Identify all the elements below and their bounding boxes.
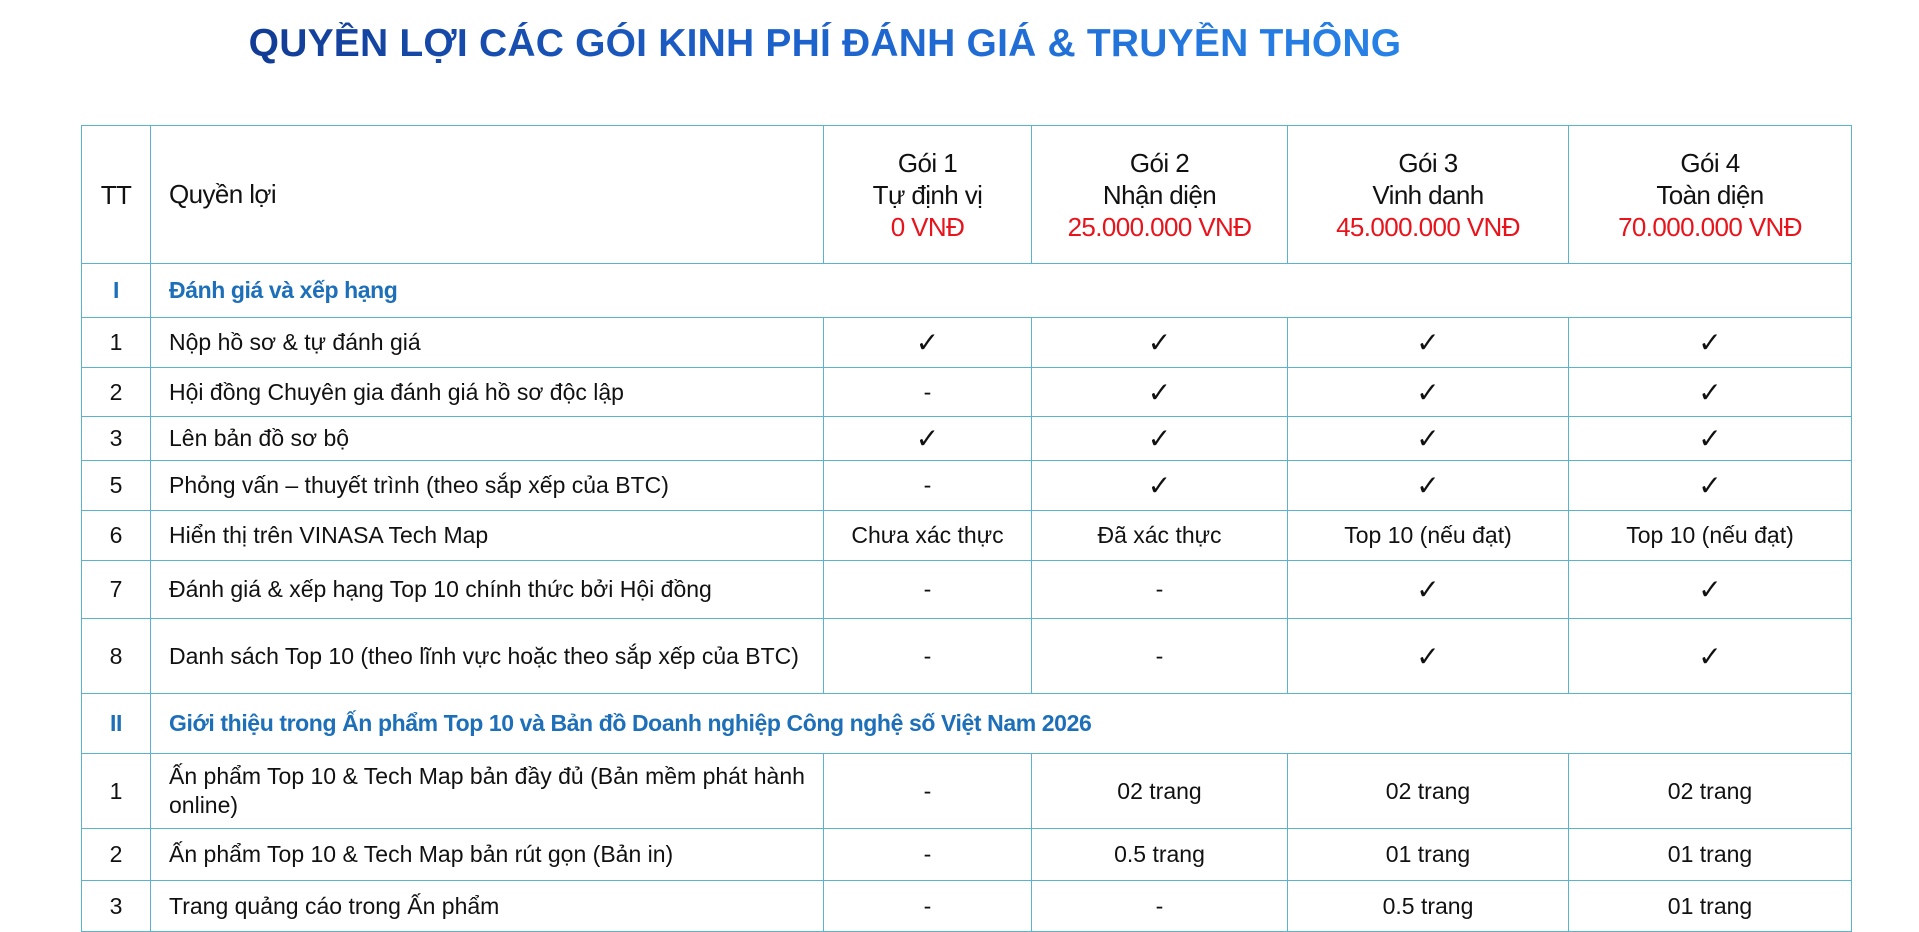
table-row [82,829,1852,881]
package-4-cell: 01 trang [1569,881,1852,932]
check-icon: ✓ [1416,470,1440,501]
check-icon: ✓ [915,423,940,454]
package-4-cell [1569,417,1852,461]
check-icon: ✓ [1147,423,1172,454]
check-icon: ✓ [1147,376,1172,408]
package-price: 25.000.000 VNĐ [1067,211,1252,242]
package-2-cell [1032,417,1288,461]
table-row [82,368,1852,417]
benefit-cell: Hiển thị trên VINASA Tech Map [151,511,824,561]
column-header-package-2 [1032,126,1288,264]
package-1-cell [824,318,1032,368]
package-4-cell: Top 10 (nếu đạt) [1569,511,1852,561]
package-3-cell [1288,368,1569,417]
package-1-cell: Chưa xác thực [824,511,1032,561]
table-header-row [82,126,1852,264]
row-number: 3 [82,417,151,461]
package-1-cell: - [824,619,1032,694]
table-row [82,511,1852,561]
benefit-cell: Phỏng vấn – thuyết trình (theo sắp xếp của BTC) [151,461,824,511]
check-icon: ✓ [1147,327,1172,358]
column-header-package-1 [824,126,1032,264]
package-3-cell [1288,461,1569,511]
package-name: Gói 3 [1398,147,1458,178]
package-1-cell [824,417,1032,461]
package-subtitle: Vinh danh [1372,179,1484,210]
section-number: I [82,264,151,318]
table-row [82,881,1852,932]
check-icon: ✓ [1416,376,1440,408]
benefit-cell: Trang quảng cáo trong Ấn phẩm [151,881,824,932]
package-2-cell [1032,461,1288,511]
package-3-cell: 02 trang [1288,754,1569,829]
page-title: QUYỀN LỢI CÁC GÓI KINH PHÍ ĐÁNH GIÁ & TRUYỀN THÔNG [0,22,1650,66]
package-price: 45.000.000 VNĐ [1336,211,1520,242]
table-row [82,461,1852,511]
check-icon: ✓ [1416,640,1440,672]
check-icon: ✓ [1698,574,1722,605]
package-2-cell: - [1032,619,1288,694]
package-3-cell: Top 10 (nếu đạt) [1288,511,1569,561]
package-name: Gói 4 [1680,147,1740,178]
package-3-cell: 01 trang [1288,829,1569,881]
section-title: Giới thiệu trong Ấn phẩm Top 10 và Bản đồ Doanh nghiệp Công nghệ số Việt Nam 2026 [151,694,1852,754]
check-icon: ✓ [915,327,940,358]
check-icon: ✓ [1698,423,1722,454]
table-body [82,264,1852,932]
benefit-cell: Ấn phẩm Top 10 & Tech Map bản rút gọn (Bản in) [151,829,824,881]
package-1-cell: - [824,829,1032,881]
package-2-cell [1032,318,1288,368]
column-header-package-4 [1569,126,1852,264]
section-number: II [82,694,151,754]
check-icon: ✓ [1416,574,1440,605]
section-row [82,264,1852,318]
benefit-cell: Nộp hồ sơ & tự đánh giá [151,318,824,368]
benefit-cell: Đánh giá & xếp hạng Top 10 chính thức bởi Hội đồng [151,561,824,619]
package-4-cell: 02 trang [1569,754,1852,829]
row-number: 1 [82,318,151,368]
benefit-cell: Ấn phẩm Top 10 & Tech Map bản đầy đủ (Bản mềm phát hành online) [151,754,824,829]
package-4-cell [1569,561,1852,619]
package-4-cell [1569,619,1852,694]
section-title: Đánh giá và xếp hạng [151,264,1852,318]
package-3-cell: 0.5 trang [1288,881,1569,932]
package-2-cell [1032,368,1288,417]
row-number: 5 [82,461,151,511]
benefit-cell: Danh sách Top 10 (theo lĩnh vực hoặc theo sắp xếp của BTC) [151,619,824,694]
row-number: 3 [82,881,151,932]
package-2-cell: - [1032,881,1288,932]
row-number: 7 [82,561,151,619]
check-icon: ✓ [1698,327,1722,358]
check-icon: ✓ [1698,376,1722,408]
package-price: 0 VNĐ [890,211,965,242]
package-2-cell: 02 trang [1032,754,1288,829]
package-1-cell: - [824,754,1032,829]
row-number: 6 [82,511,151,561]
package-2-cell: Đã xác thực [1032,511,1288,561]
row-number: 8 [82,619,151,694]
column-header-tt: TT [82,126,151,264]
package-3-cell [1288,417,1569,461]
package-3-cell [1288,561,1569,619]
check-icon: ✓ [1416,327,1440,358]
package-subtitle: Nhận diện [1102,179,1217,210]
package-4-cell: 01 trang [1569,829,1852,881]
table-row [82,318,1852,368]
row-number: 2 [82,829,151,881]
package-2-cell: 0.5 trang [1032,829,1288,881]
package-name: Gói 2 [1129,147,1190,178]
check-icon: ✓ [1147,470,1172,501]
table-row [82,561,1852,619]
check-icon: ✓ [1698,470,1722,501]
package-3-cell [1288,619,1569,694]
table-row [82,417,1852,461]
package-subtitle: Toàn diện [1656,179,1764,210]
check-icon: ✓ [1698,640,1722,672]
row-number: 1 [82,754,151,829]
package-3-cell [1288,318,1569,368]
table-row [82,619,1852,694]
benefits-table [81,125,1852,932]
section-row [82,694,1852,754]
package-4-cell [1569,368,1852,417]
package-price: 70.000.000 VNĐ [1618,211,1802,242]
column-header-benefit: Quyền lợi [151,126,824,264]
check-icon: ✓ [1416,423,1440,454]
package-1-cell: - [824,368,1032,417]
row-number: 2 [82,368,151,417]
package-1-cell: - [824,561,1032,619]
package-4-cell [1569,461,1852,511]
package-2-cell: - [1032,561,1288,619]
column-header-package-3 [1288,126,1569,264]
benefit-cell: Hội đồng Chuyên gia đánh giá hồ sơ độc lập [151,368,824,417]
package-name: Gói 1 [897,147,958,178]
package-subtitle: Tự định vị [872,179,983,210]
package-1-cell: - [824,881,1032,932]
package-4-cell [1569,318,1852,368]
benefit-cell: Lên bản đồ sơ bộ [151,417,824,461]
package-1-cell: - [824,461,1032,511]
table-row [82,754,1852,829]
